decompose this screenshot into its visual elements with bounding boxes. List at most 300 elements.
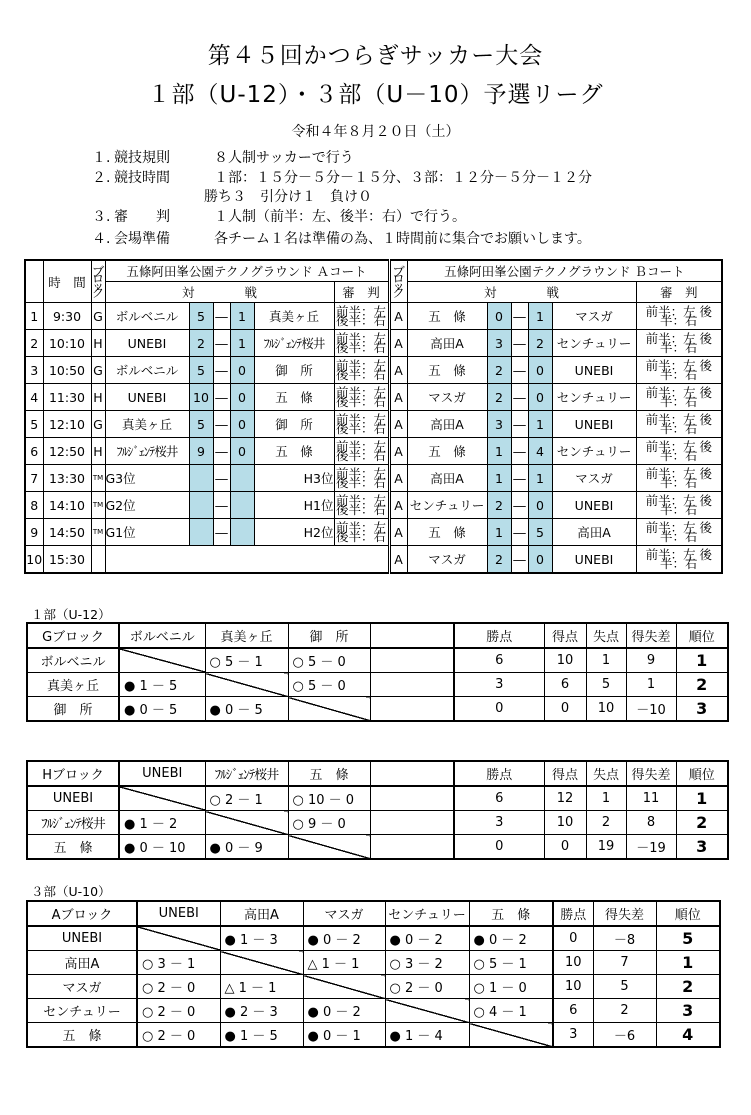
referee-note: 前半：左 後半：右 — [336, 438, 387, 463]
referee-note: 前半：左 後半：右 — [336, 303, 387, 328]
referee-note: 前半：左 後半：右 — [336, 465, 387, 490]
kickoff-time: 13:30 — [43, 465, 91, 492]
match-number: 9 — [25, 519, 43, 546]
court-a-team-2: H2位 — [254, 519, 334, 546]
result-cell: ○ 5 － 1 — [205, 648, 288, 673]
court-a-score-1: 9 — [189, 438, 213, 465]
title-line-1: 第４５回かつらぎサッカー大会 — [207, 43, 544, 69]
rank: 1 — [656, 951, 720, 975]
kickoff-time: 15:30 — [43, 546, 91, 574]
court-a-score-1: 5 — [189, 357, 213, 384]
goals-for: 12 — [544, 786, 586, 811]
goal-difference: 11 — [626, 786, 676, 811]
match-header-a: 対 戦 — [105, 282, 334, 303]
court-b-score-1: 3 — [487, 411, 511, 438]
division-3-label: ３部（U-10） — [31, 884, 111, 899]
court-a-score-1 — [189, 492, 213, 519]
diagonal-cell — [137, 926, 220, 951]
court-a-referee — [334, 465, 389, 492]
standings-row — [27, 811, 728, 835]
result-cell: ● 1 － 3 — [220, 926, 303, 951]
court-b-team-2: UNEBI — [552, 546, 636, 574]
referee-note: 前半：左 後半：右 — [336, 519, 387, 544]
court-a-score-2: 0 — [230, 384, 254, 411]
result-cell: ○ 2 － 0 — [137, 975, 220, 999]
column-team: ﾌﾙｼﾞｪﾝﾃ桜井 — [205, 761, 288, 786]
score-dash: ― — [213, 411, 230, 438]
score-dash: ― — [511, 303, 528, 330]
header-ga: 失点 — [586, 761, 626, 786]
schedule-row — [25, 384, 722, 411]
court-b-referee — [636, 384, 722, 411]
schedule-table — [24, 259, 723, 574]
block-a: TM — [91, 465, 105, 492]
standings-row — [27, 999, 720, 1023]
blank-cell — [370, 786, 454, 811]
court-b-team-1: 高田A — [407, 411, 487, 438]
blank-cell — [370, 697, 454, 722]
score-dash: ― — [213, 330, 230, 357]
court-b-referee — [636, 519, 722, 546]
standings-row — [27, 951, 720, 975]
block-b: A — [389, 465, 407, 492]
header-gf: 得点 — [544, 623, 586, 648]
court-b-score-1: 2 — [487, 546, 511, 574]
court-a-team-2: ﾌﾙｼﾞｪﾝﾃ桜井 — [254, 330, 334, 357]
court-a-score-1: 10 — [189, 384, 213, 411]
block-header-b: ブロック — [389, 260, 407, 303]
points: 10 — [553, 975, 593, 999]
result-cell: ● 0 － 2 — [303, 999, 385, 1023]
court-b-score-2: 5 — [528, 519, 552, 546]
score-dash: ― — [511, 438, 528, 465]
court-b-team-1: 高田A — [407, 330, 487, 357]
result-cell: △ 1 － 1 — [303, 951, 385, 975]
kickoff-time: 10:50 — [43, 357, 91, 384]
column-team: 真美ヶ丘 — [205, 623, 288, 648]
column-team: センチュリー — [385, 901, 469, 926]
rank: 2 — [676, 673, 728, 697]
court-a-score-2 — [230, 492, 254, 519]
court-b-referee — [636, 438, 722, 465]
g-block-table — [26, 622, 729, 722]
schedule-row — [25, 492, 722, 519]
block-a: H — [91, 330, 105, 357]
diagonal-cell — [385, 999, 469, 1023]
row-team: センチュリー — [27, 999, 137, 1023]
rule-text: 勝ち３ 引分け１ 負け０ — [204, 189, 372, 205]
header-ga: 失点 — [586, 623, 626, 648]
diagonal-cell — [288, 697, 370, 722]
standings-row — [27, 786, 728, 811]
points: 0 — [553, 926, 593, 951]
referee-note: 前半：左 後半：右 — [336, 330, 387, 355]
court-b-score-1: 1 — [487, 465, 511, 492]
court-a-score-1: 5 — [189, 303, 213, 330]
result-cell: ● 1 － 5 — [119, 673, 205, 697]
score-dash: ― — [213, 384, 230, 411]
result-cell: ○ 2 － 0 — [137, 1023, 220, 1048]
diagonal-cell — [303, 975, 385, 999]
column-team: ボルベニル — [119, 623, 205, 648]
court-a-team-2: 五 條 — [254, 384, 334, 411]
points: 6 — [454, 786, 544, 811]
goals-for: 0 — [544, 697, 586, 722]
court-a-referee — [334, 357, 389, 384]
block-a: G — [91, 357, 105, 384]
referee-note: 前半：左 後半：右 — [645, 411, 713, 436]
referee-note: 前半：左 後半：右 — [336, 357, 387, 382]
a-block-table — [26, 900, 721, 1048]
rule-text: ８人制サッカーで行う — [214, 150, 354, 166]
court-a-score-1: 2 — [189, 330, 213, 357]
goal-difference: －6 — [593, 1023, 656, 1048]
block-name: Hブロック — [27, 761, 119, 786]
match-number: 10 — [25, 546, 43, 574]
rank: 5 — [656, 926, 720, 951]
score-dash: ― — [213, 492, 230, 519]
court-a-team-1: 真美ヶ丘 — [105, 411, 189, 438]
block-a: TM — [91, 519, 105, 546]
court-b-score-1: 1 — [487, 519, 511, 546]
blank-cell — [370, 811, 454, 835]
points: 0 — [454, 835, 544, 860]
score-dash: ― — [213, 303, 230, 330]
standings-row — [27, 648, 728, 673]
court-b-score-2: 1 — [528, 303, 552, 330]
block-b: A — [389, 411, 407, 438]
score-dash: ― — [511, 357, 528, 384]
points: 3 — [454, 673, 544, 697]
block-b: A — [389, 384, 407, 411]
goal-difference: 7 — [593, 951, 656, 975]
row-team: UNEBI — [27, 926, 137, 951]
referee-note: 前半：左 後半：右 — [645, 384, 713, 409]
result-cell: ○ 1 － 0 — [469, 975, 553, 999]
match-number: 6 — [25, 438, 43, 465]
column-team: 御 所 — [288, 623, 370, 648]
result-cell: ● 1 － 2 — [119, 811, 205, 835]
row-team: 高田A — [27, 951, 137, 975]
court-b-team-2: センチュリー — [552, 438, 636, 465]
court-b-referee — [636, 330, 722, 357]
court-b-team-2: UNEBI — [552, 411, 636, 438]
rank: 2 — [656, 975, 720, 999]
court-a-score-2: 0 — [230, 357, 254, 384]
court-b-referee — [636, 357, 722, 384]
court-b-score-2: 0 — [528, 492, 552, 519]
court-b-team-2: マスガ — [552, 465, 636, 492]
event-date: 令和４年８月２０日（土） — [291, 124, 460, 140]
rank: 4 — [656, 1023, 720, 1048]
column-team: 五 條 — [288, 761, 370, 786]
result-cell: ○ 3 － 2 — [385, 951, 469, 975]
court-a-team-2: H3位 — [254, 465, 334, 492]
goal-difference: －10 — [626, 697, 676, 722]
court-a-team-1: UNEBI — [105, 330, 189, 357]
referee-note: 前半：左 後半：右 — [645, 357, 713, 382]
diagonal-cell — [220, 951, 303, 975]
kickoff-time: 10:10 — [43, 330, 91, 357]
court-a-team-2: 真美ヶ丘 — [254, 303, 334, 330]
referee-note: 前半：左 後半：右 — [645, 465, 713, 490]
block-b: A — [389, 330, 407, 357]
score-dash: ― — [511, 546, 528, 574]
court-a-score-2: 1 — [230, 330, 254, 357]
diagonal-cell — [119, 648, 205, 673]
rule-item — [92, 167, 592, 187]
blank-column — [370, 761, 454, 786]
score-dash: ― — [511, 411, 528, 438]
result-cell: ○ 5 － 1 — [469, 951, 553, 975]
referee-note: 前半：左 後半：右 — [336, 411, 387, 436]
standings-row — [27, 975, 720, 999]
goals-against: 10 — [586, 697, 626, 722]
match-number: 8 — [25, 492, 43, 519]
court-b-team-1: マスガ — [407, 384, 487, 411]
court-b-score-2: 0 — [528, 384, 552, 411]
court-a-score-2 — [230, 519, 254, 546]
court-a-referee — [334, 384, 389, 411]
rank: 2 — [676, 811, 728, 835]
block-b: A — [389, 492, 407, 519]
court-b-team-2: マスガ — [552, 303, 636, 330]
court-b-score-1: 0 — [487, 303, 511, 330]
result-cell: ○ 10 － 0 — [288, 786, 370, 811]
row-team: ﾌﾙｼﾞｪﾝﾃ桜井 — [27, 811, 119, 835]
court-a-team-2: 御 所 — [254, 357, 334, 384]
header-gf: 得点 — [544, 761, 586, 786]
standings-row — [27, 926, 720, 951]
court-b-score-2: 2 — [528, 330, 552, 357]
referee-note: 前半：左 後半：右 — [645, 492, 713, 517]
diagonal-cell — [119, 786, 205, 811]
header-rank: 順位 — [676, 623, 728, 648]
court-a-score-1: 5 — [189, 411, 213, 438]
diagonal-cell — [205, 673, 288, 697]
rule-key: 審 判 — [114, 209, 170, 225]
column-team: 高田A — [220, 901, 303, 926]
schedule-row — [25, 303, 722, 330]
court-b-referee — [636, 492, 722, 519]
match-number: 3 — [25, 357, 43, 384]
kickoff-time: 12:50 — [43, 438, 91, 465]
referee-note: 前半：左 後半：右 — [645, 303, 713, 328]
column-team: UNEBI — [119, 761, 205, 786]
result-cell: ● 0 － 5 — [119, 697, 205, 722]
block-name: Gブロック — [27, 623, 119, 648]
rule-text: 各チーム１名は準備の為、１時間前に集合でお願いします。 — [214, 231, 591, 247]
ref-header-b: 審 判 — [636, 282, 722, 303]
court-a-team-2: 五 條 — [254, 438, 334, 465]
blank-cell — [370, 835, 454, 860]
standings-row — [27, 697, 728, 722]
block-a: TM — [91, 492, 105, 519]
score-dash: ― — [511, 384, 528, 411]
score-dash: ― — [213, 438, 230, 465]
rank: 3 — [676, 835, 728, 860]
points: 6 — [454, 648, 544, 673]
blank-cell — [370, 648, 454, 673]
schedule-row — [25, 465, 722, 492]
goals-against: 5 — [586, 673, 626, 697]
result-cell: ● 0 － 2 — [303, 926, 385, 951]
block-a — [91, 546, 105, 574]
block-header-a: ブロック — [91, 260, 105, 303]
result-cell: ○ 5 － 0 — [288, 648, 370, 673]
referee-note: 前半：左 後半：右 — [645, 438, 713, 463]
court-b-header: 五條阿田峯公園テクノグラウンド Ｂコート — [407, 260, 722, 282]
block-b: A — [389, 519, 407, 546]
blank-cell — [370, 673, 454, 697]
goal-difference: －19 — [626, 835, 676, 860]
court-b-team-1: 五 條 — [407, 357, 487, 384]
rule-number: ２. — [92, 170, 111, 186]
court-a-team-1: G1位 — [105, 519, 189, 546]
points: 10 — [553, 951, 593, 975]
court-b-score-2: 0 — [528, 357, 552, 384]
header-points: 勝点 — [553, 901, 593, 926]
result-cell: △ 1 － 1 — [220, 975, 303, 999]
match-number: 1 — [25, 303, 43, 330]
ref-header-a: 審 判 — [334, 282, 389, 303]
result-cell: ● 0 － 10 — [119, 835, 205, 860]
match-number: 4 — [25, 384, 43, 411]
result-cell: ● 0 － 5 — [205, 697, 288, 722]
block-b: A — [389, 546, 407, 574]
goals-for: 6 — [544, 673, 586, 697]
court-b-score-1: 2 — [487, 384, 511, 411]
court-a-team-2: 御 所 — [254, 411, 334, 438]
rank: 3 — [676, 697, 728, 722]
division-1-label: １部（U-12） — [31, 607, 111, 622]
court-b-referee — [636, 303, 722, 330]
goals-for: 0 — [544, 835, 586, 860]
court-a-team-1: G3位 — [105, 465, 189, 492]
goals-for: 10 — [544, 811, 586, 835]
schedule-row — [25, 519, 722, 546]
match-number: 5 — [25, 411, 43, 438]
kickoff-time: 11:30 — [43, 384, 91, 411]
rule-item — [92, 206, 466, 226]
kickoff-time: 12:10 — [43, 411, 91, 438]
score-dash: ― — [213, 357, 230, 384]
court-a-referee — [334, 438, 389, 465]
court-b-team-1: センチュリー — [407, 492, 487, 519]
goals-for: 10 — [544, 648, 586, 673]
header-gd: 得失差 — [593, 901, 656, 926]
rule-item — [92, 147, 354, 167]
row-team: マスガ — [27, 975, 137, 999]
court-b-score-1: 3 — [487, 330, 511, 357]
rule-number: １. — [92, 150, 111, 166]
rule-item — [204, 186, 372, 206]
diagonal-cell — [288, 835, 370, 860]
result-cell: ● 0 － 2 — [385, 926, 469, 951]
goal-difference: 1 — [626, 673, 676, 697]
result-cell: ○ 4 － 1 — [469, 999, 553, 1023]
referee-note: 前半：左 後半：右 — [645, 546, 713, 571]
court-b-score-1: 2 — [487, 492, 511, 519]
result-cell: ● 1 － 4 — [385, 1023, 469, 1048]
court-b-team-2: UNEBI — [552, 492, 636, 519]
result-cell: ● 0 － 9 — [205, 835, 288, 860]
schedule-row — [25, 330, 722, 357]
result-cell: ○ 3 － 1 — [137, 951, 220, 975]
result-cell: ○ 5 － 0 — [288, 673, 370, 697]
score-dash: ― — [511, 330, 528, 357]
result-cell: ● 0 － 2 — [469, 926, 553, 951]
rule-key: 競技時間 — [114, 170, 170, 186]
row-team: UNEBI — [27, 786, 119, 811]
block-b: A — [389, 357, 407, 384]
schedule-row — [25, 411, 722, 438]
title-line-2: １部（U-12）・３部（U－10）予選リーグ — [147, 82, 604, 108]
court-a-referee — [334, 330, 389, 357]
schedule-row — [25, 357, 722, 384]
rule-number: ３. — [92, 209, 111, 225]
court-b-team-1: 五 條 — [407, 438, 487, 465]
blank-column — [370, 623, 454, 648]
court-a-team-2: H1位 — [254, 492, 334, 519]
court-a-header: 五條阿田峯公園テクノグラウンド Ａコート — [105, 260, 389, 282]
result-cell: ○ 2 － 0 — [137, 999, 220, 1023]
goal-difference: 8 — [626, 811, 676, 835]
court-b-team-2: センチュリー — [552, 384, 636, 411]
court-a-team-1: ボルベニル — [105, 357, 189, 384]
no-header — [25, 260, 43, 303]
standings-row — [27, 673, 728, 697]
header-gd: 得失差 — [626, 761, 676, 786]
rank: 1 — [676, 786, 728, 811]
court-a-referee — [334, 492, 389, 519]
court-b-referee — [636, 546, 722, 574]
score-dash: ― — [511, 465, 528, 492]
rule-text: １部：１５分－５分－１５分、３部：１２分－５分－１２分 — [214, 170, 592, 186]
goals-against: 1 — [586, 786, 626, 811]
result-cell: ○ 2 － 0 — [385, 975, 469, 999]
result-cell: ● 2 － 3 — [220, 999, 303, 1023]
court-b-team-1: 五 條 — [407, 303, 487, 330]
court-a-team-1: ﾌﾙｼﾞｪﾝﾃ桜井 — [105, 438, 189, 465]
referee-note: 前半：左 後半：右 — [336, 492, 387, 517]
rule-number: ４. — [92, 231, 111, 247]
court-b-score-2: 1 — [528, 465, 552, 492]
header-points: 勝点 — [454, 761, 544, 786]
match-header-b: 対 戦 — [407, 282, 636, 303]
court-b-team-2: UNEBI — [552, 357, 636, 384]
court-a-team-1: UNEBI — [105, 384, 189, 411]
goal-difference: 2 — [593, 999, 656, 1023]
result-cell: ● 1 － 5 — [220, 1023, 303, 1048]
result-cell: ● 0 － 1 — [303, 1023, 385, 1048]
referee-note: 前半：左 後半：右 — [645, 519, 713, 544]
rank: 3 — [656, 999, 720, 1023]
court-a-score-2: 1 — [230, 303, 254, 330]
standings-row — [27, 835, 728, 860]
rule-key: 競技規則 — [114, 150, 170, 166]
points: 6 — [553, 999, 593, 1023]
row-team: 五 條 — [27, 835, 119, 860]
court-b-score-2: 4 — [528, 438, 552, 465]
court-b-team-1: 高田A — [407, 465, 487, 492]
block-b: A — [389, 303, 407, 330]
header-points: 勝点 — [454, 623, 544, 648]
court-a-score-2 — [230, 465, 254, 492]
block-b: A — [389, 438, 407, 465]
score-dash: ― — [511, 519, 528, 546]
block-a: G — [91, 411, 105, 438]
